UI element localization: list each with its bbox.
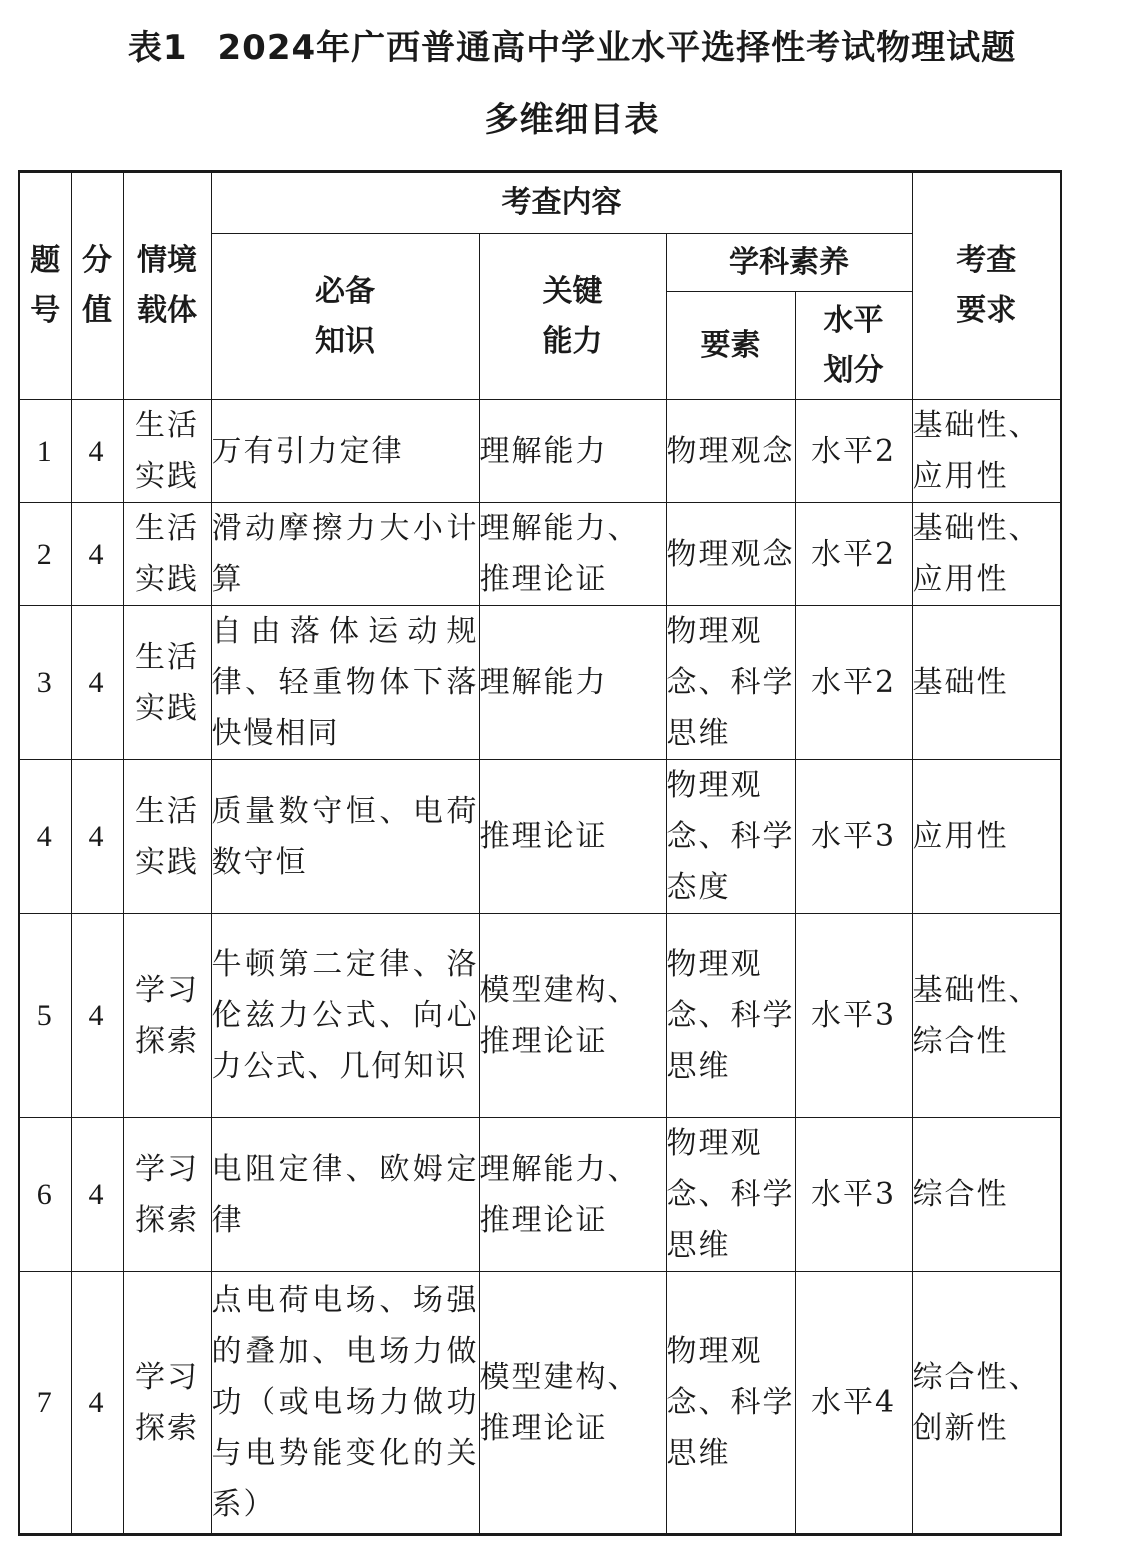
cell-context: 生活实践 [123, 760, 211, 914]
cell-element: 物理观念、科学态度 [666, 760, 795, 914]
header-context: 情境载体 [123, 172, 211, 400]
cell-knowledge: 质量数守恒、电荷数守恒 [211, 760, 479, 914]
header-number: 题号 [19, 172, 71, 400]
cell-level: 水平3 [795, 1118, 912, 1272]
header-knowledge: 必备知识 [211, 234, 479, 400]
cell-number: 2 [19, 503, 71, 606]
cell-knowledge: 电阻定律、欧姆定律 [211, 1118, 479, 1272]
cell-element: 物理观念 [666, 400, 795, 503]
cell-score: 4 [71, 760, 123, 914]
cell-requirement: 基础性、应用性 [912, 503, 1061, 606]
cell-number: 1 [19, 400, 71, 503]
header-level: 水平划分 [795, 292, 912, 400]
cell-requirement: 应用性 [912, 760, 1061, 914]
cell-element: 物理观念、科学思维 [666, 1118, 795, 1272]
table-row [19, 914, 1061, 1118]
cell-element: 物理观念、科学思维 [666, 1272, 795, 1535]
table-title-line2: 多维细目表 [484, 100, 660, 140]
table-title [0, 28, 1144, 68]
cell-requirement: 综合性 [912, 1118, 1061, 1272]
cell-context: 学习探索 [123, 914, 211, 1118]
cell-requirement: 综合性、创新性 [912, 1272, 1061, 1535]
table-row [19, 606, 1061, 760]
cell-score: 4 [71, 914, 123, 1118]
specification-table [18, 170, 1062, 1536]
cell-score: 4 [71, 503, 123, 606]
table-row [19, 1118, 1061, 1272]
cell-ability: 推理论证 [479, 760, 666, 914]
table-number: 表1 [127, 28, 188, 68]
cell-context: 生活实践 [123, 606, 211, 760]
cell-element: 物理观念、科学思维 [666, 606, 795, 760]
cell-number: 6 [19, 1118, 71, 1272]
cell-knowledge: 点电荷电场、场强的叠加、电场力做功（或电场力做功与电势能变化的关系） [211, 1272, 479, 1535]
cell-score: 4 [71, 1272, 123, 1535]
cell-requirement: 基础性、应用性 [912, 400, 1061, 503]
cell-context: 学习探索 [123, 1118, 211, 1272]
cell-context: 生活实践 [123, 503, 211, 606]
cell-number: 4 [19, 760, 71, 914]
cell-level: 水平2 [795, 400, 912, 503]
cell-level: 水平3 [795, 760, 912, 914]
cell-number: 5 [19, 914, 71, 1118]
header-element: 要素 [666, 292, 795, 400]
cell-knowledge: 牛顿第二定律、洛伦兹力公式、向心力公式、几何知识 [211, 914, 479, 1118]
cell-ability: 理解能力 [479, 606, 666, 760]
cell-level: 水平2 [795, 503, 912, 606]
table-row [19, 400, 1061, 503]
table-row [19, 1272, 1061, 1535]
cell-score: 4 [71, 1118, 123, 1272]
cell-number: 3 [19, 606, 71, 760]
cell-number: 7 [19, 1272, 71, 1535]
header-score: 分值 [71, 172, 123, 400]
cell-requirement: 基础性 [912, 606, 1061, 760]
cell-ability: 理解能力 [479, 400, 666, 503]
cell-context: 学习探索 [123, 1272, 211, 1535]
cell-level: 水平2 [795, 606, 912, 760]
table-header [19, 172, 1061, 400]
header-requirement: 考查要求 [912, 172, 1061, 400]
cell-level: 水平3 [795, 914, 912, 1118]
header-literacy-group: 学科素养 [666, 234, 912, 292]
cell-element: 物理观念 [666, 503, 795, 606]
cell-ability: 模型建构、推理论证 [479, 1272, 666, 1535]
table-title-line1: 2024年广西普通高中学业水平选择性考试物理试题 [217, 28, 1017, 68]
cell-element: 物理观念、科学思维 [666, 914, 795, 1118]
cell-knowledge: 滑动摩擦力大小计算 [211, 503, 479, 606]
cell-level: 水平4 [795, 1272, 912, 1535]
header-ability: 关键能力 [479, 234, 666, 400]
cell-knowledge: 自由落体运动规律、轻重物体下落快慢相同 [211, 606, 479, 760]
cell-ability: 模型建构、推理论证 [479, 914, 666, 1118]
cell-context: 生活实践 [123, 400, 211, 503]
cell-requirement: 基础性、综合性 [912, 914, 1061, 1118]
cell-score: 4 [71, 606, 123, 760]
table-row [19, 760, 1061, 914]
table-row [19, 503, 1061, 606]
cell-knowledge: 万有引力定律 [211, 400, 479, 503]
header-content-group: 考查内容 [211, 172, 912, 234]
cell-ability: 理解能力、推理论证 [479, 503, 666, 606]
table-body [19, 400, 1061, 1535]
cell-score: 4 [71, 400, 123, 503]
cell-ability: 理解能力、推理论证 [479, 1118, 666, 1272]
